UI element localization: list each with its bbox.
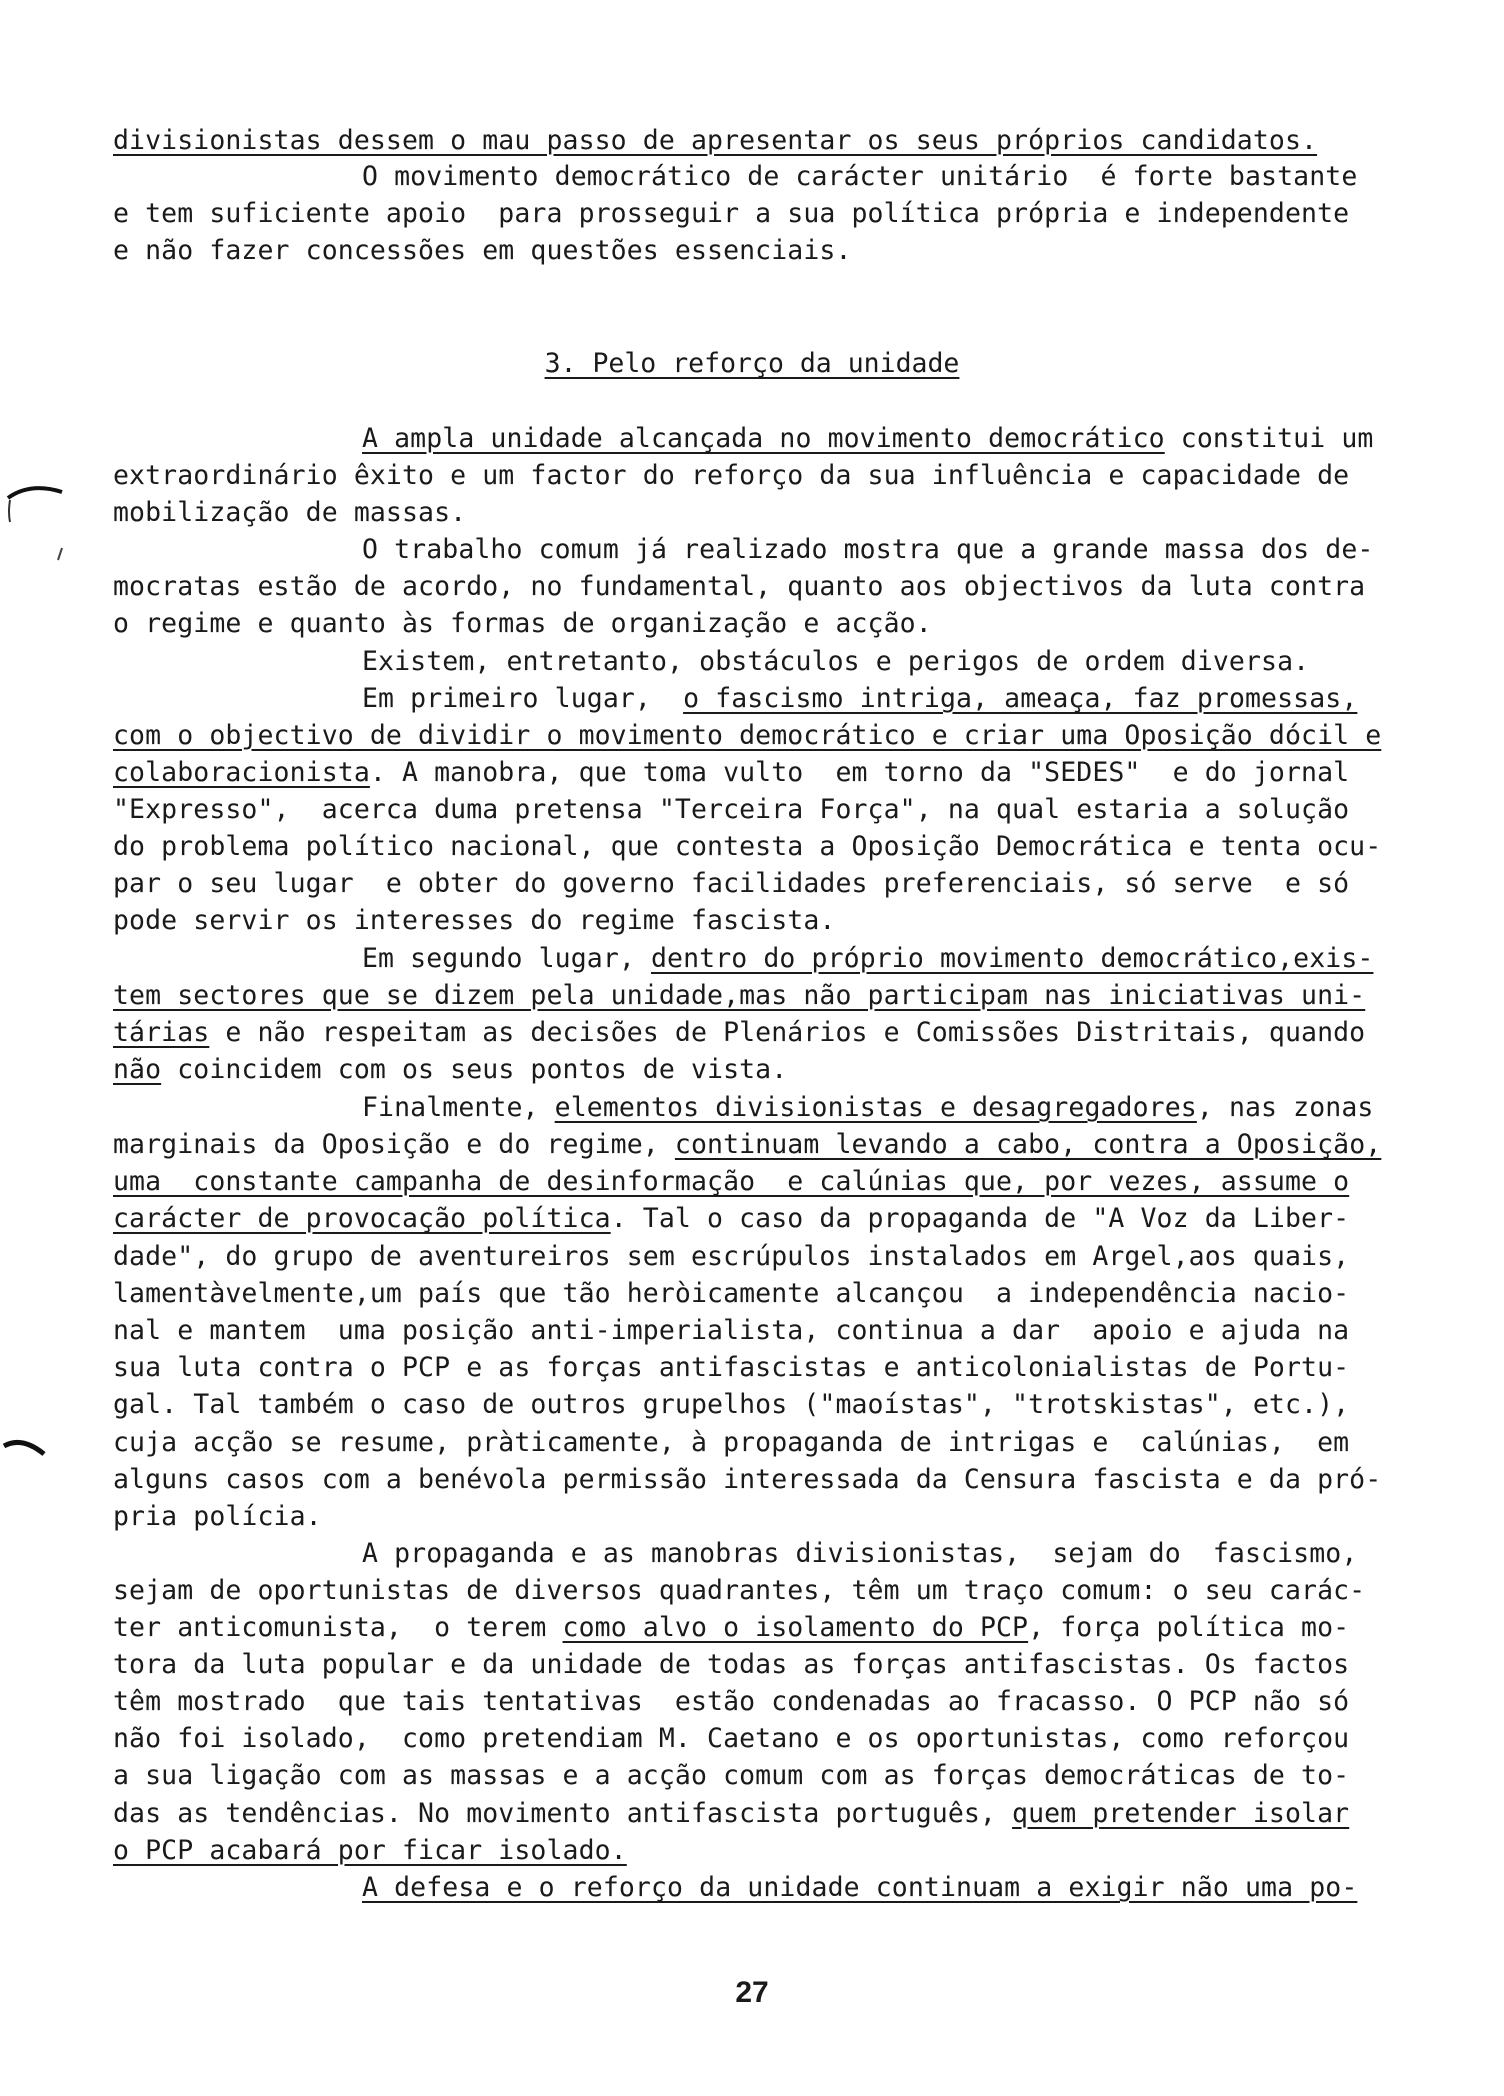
text-segment: . A manobra, que toma vulto em torno da "SEDES" e do jornal xyxy=(369,757,1350,788)
text-segment: . Tal o caso da propaganda de "A Voz da Liber- xyxy=(610,1203,1350,1234)
text-segment: ter anticomunista, o terem xyxy=(113,1612,563,1643)
underlined-text: como alvo o isolamento do PCP xyxy=(562,1612,1029,1643)
underlined-text: com o objectivo de dividir o movimento democrático e criar uma Oposição dócil e xyxy=(113,720,1382,751)
text-segment: lamentàvelmente,um país que tão heròicamente alcançou a independência nacio- xyxy=(113,1278,1350,1309)
underlined-text: colaboracionista xyxy=(113,757,370,788)
page-number: 27 xyxy=(735,1976,769,2009)
text-line xyxy=(113,1014,1403,1052)
text-line xyxy=(113,1275,1403,1313)
section-heading-text: 3. Pelo reforço da unidade xyxy=(544,348,960,379)
text-line xyxy=(113,1126,1403,1164)
text-line xyxy=(113,977,1403,1015)
text-line xyxy=(362,531,1403,569)
text-line xyxy=(113,717,1403,755)
text-segment: tora da luta popular e da unidade de todas as forças antifascistas. Os factos xyxy=(113,1649,1350,1680)
text-segment: a sua ligação com as massas e a acção comum com as forças democráticas de to- xyxy=(113,1760,1350,1791)
text-line xyxy=(113,1832,1403,1870)
underlined-text: não xyxy=(113,1054,162,1085)
text-segment: e não respeitam as decisões de Plenários e Comissões Distritais, quando xyxy=(209,1017,1366,1048)
text-line xyxy=(113,1386,1403,1424)
text-segment: e tem suficiente apoio para prosseguir a sua política própria e independente xyxy=(113,198,1350,229)
text-line xyxy=(113,1609,1403,1647)
text-segment: gal. Tal também o caso de outros grupelhos ("maoístas", "trotskistas", etc.), xyxy=(113,1389,1350,1420)
underlined-text: continuam levando a cabo, contra a Oposição, xyxy=(674,1129,1382,1160)
text-segment: nal e mantem uma posição anti-imperialista, continua a dar apoio e ajuda na xyxy=(113,1315,1350,1346)
text-segment: sejam de oportunistas de diversos quadrantes, têm um traço comum: o seu carác- xyxy=(113,1575,1366,1606)
text-segment: cuja acção se resume, pràticamente, à propaganda de intrigas e calúnias, em xyxy=(113,1427,1350,1458)
text-segment: mobilização de massas. xyxy=(113,497,467,528)
text-segment: das as tendências. No movimento antifascista português, xyxy=(113,1798,1013,1829)
text-segment: Finalmente, xyxy=(362,1092,555,1123)
text-line xyxy=(113,754,1403,792)
underlined-text: elementos divisionistas e desagregadores xyxy=(554,1092,1197,1123)
text-segment: , nas zonas xyxy=(1196,1092,1374,1123)
text-line xyxy=(113,1498,1403,1536)
text-segment: O movimento democrático de carácter unitário é forte bastante xyxy=(362,161,1358,192)
margin-scan-mark-top xyxy=(0,478,90,578)
text-line xyxy=(113,1646,1403,1684)
underlined-text: quem pretender isolar xyxy=(1012,1798,1350,1829)
text-line xyxy=(362,680,1403,718)
text-line xyxy=(113,1795,1403,1833)
text-line xyxy=(362,1089,1403,1127)
text-segment: mocratas estão de acordo, no fundamental, quanto aos objectivos da luta contra xyxy=(113,571,1366,602)
underlined-text: carácter de provocação política xyxy=(113,1203,611,1234)
text-line xyxy=(113,902,1403,940)
text-line xyxy=(113,1349,1403,1387)
text-segment: Em segundo lugar, xyxy=(362,943,651,974)
text-line xyxy=(113,1572,1403,1610)
text-line xyxy=(362,1869,1403,1907)
text-segment: não foi isolado, como pretendiam M. Caetano e os oportunistas, como reforçou xyxy=(113,1723,1350,1754)
underlined-text: tem sectores que se dizem pela unidade,mas não participam nas iniciativas uni- xyxy=(113,980,1366,1011)
text-segment: sua luta contra o PCP e as forças antifascistas e anticolonialistas de Portu- xyxy=(113,1352,1350,1383)
text-line xyxy=(113,1163,1403,1201)
text-line xyxy=(113,791,1403,829)
section-heading xyxy=(0,345,1504,383)
text-segment: O trabalho comum já realizado mostra que a grande massa dos de- xyxy=(362,534,1374,565)
text-line xyxy=(113,1757,1403,1795)
text-line xyxy=(113,605,1403,643)
text-line xyxy=(362,940,1403,978)
text-line xyxy=(113,865,1403,903)
text-segment: marginais da Oposição e do regime, xyxy=(113,1129,675,1160)
text-line xyxy=(113,1051,1403,1089)
text-line xyxy=(362,1535,1403,1573)
text-line xyxy=(113,1683,1403,1721)
text-line xyxy=(362,420,1403,458)
text-segment: constitui um xyxy=(1164,423,1374,454)
text-segment: extraordinário êxito e um factor do reforço da sua influência e capacidade de xyxy=(113,460,1350,491)
text-line xyxy=(113,828,1403,866)
text-segment: dade", do grupo de aventureiros sem escrúpulos instalados em Argel,aos quais, xyxy=(113,1241,1350,1272)
text-line xyxy=(113,122,1403,160)
underlined-text: o fascismo intriga, ameaça, faz promessas, xyxy=(683,683,1358,714)
underlined-text: A defesa e o reforço da unidade continuam a exigir não uma po- xyxy=(362,1872,1358,1903)
underlined-text: A ampla unidade alcançada no movimento democrático xyxy=(362,423,1165,454)
text-line xyxy=(113,195,1403,233)
text-segment: Em primeiro lugar, xyxy=(362,683,684,714)
text-line xyxy=(113,232,1403,270)
text-segment: Existem, entretanto, obstáculos e perigos de ordem diversa. xyxy=(362,646,1310,677)
underlined-text: tárias xyxy=(113,1017,210,1048)
text-line xyxy=(113,494,1403,532)
underlined-text: o PCP acabará por ficar isolado. xyxy=(113,1835,627,1866)
text-line xyxy=(113,1238,1403,1276)
underlined-text: divisionistas dessem o mau passo de apresentar os seus próprios candidatos. xyxy=(113,125,1318,156)
text-segment: têm mostrado que tais tentativas estão condenadas ao fracasso. O PCP não só xyxy=(113,1686,1350,1717)
text-line xyxy=(113,1424,1403,1462)
underlined-text: dentro do próprio movimento democrático,exis- xyxy=(650,943,1374,974)
text-line xyxy=(113,1461,1403,1499)
text-line xyxy=(113,457,1403,495)
margin-scan-mark-bottom xyxy=(0,1432,70,1472)
text-segment: par o seu lugar e obter do governo facilidades preferenciais, só serve e só xyxy=(113,868,1350,899)
text-segment: do problema político nacional, que contesta a Oposição Democrática e tenta ocu- xyxy=(113,831,1382,862)
text-segment: pria polícia. xyxy=(113,1501,322,1532)
text-line xyxy=(362,643,1403,681)
text-line xyxy=(113,1312,1403,1350)
text-line xyxy=(362,158,1403,196)
text-segment: o regime e quanto às formas de organização e acção. xyxy=(113,608,932,639)
underlined-text: uma constante campanha de desinformação e calúnias que, por vezes, assume o xyxy=(113,1166,1350,1197)
text-segment: coincidem com os seus pontos de vista. xyxy=(161,1054,788,1085)
text-line xyxy=(113,1200,1403,1238)
text-line xyxy=(113,1720,1403,1758)
text-line xyxy=(113,568,1403,606)
text-segment: alguns casos com a benévola permissão interessada da Censura fascista e da pró- xyxy=(113,1464,1382,1495)
text-segment: A propaganda e as manobras divisionistas, sejam do fascismo, xyxy=(362,1538,1358,1569)
text-segment: e não fazer concessões em questões essenciais. xyxy=(113,235,852,266)
text-segment: , força política mo- xyxy=(1028,1612,1350,1643)
text-segment: pode servir os interesses do regime fascista. xyxy=(113,905,836,936)
text-segment: "Expresso", acerca duma pretensa "Terceira Força", na qual estaria a solução xyxy=(113,794,1350,825)
